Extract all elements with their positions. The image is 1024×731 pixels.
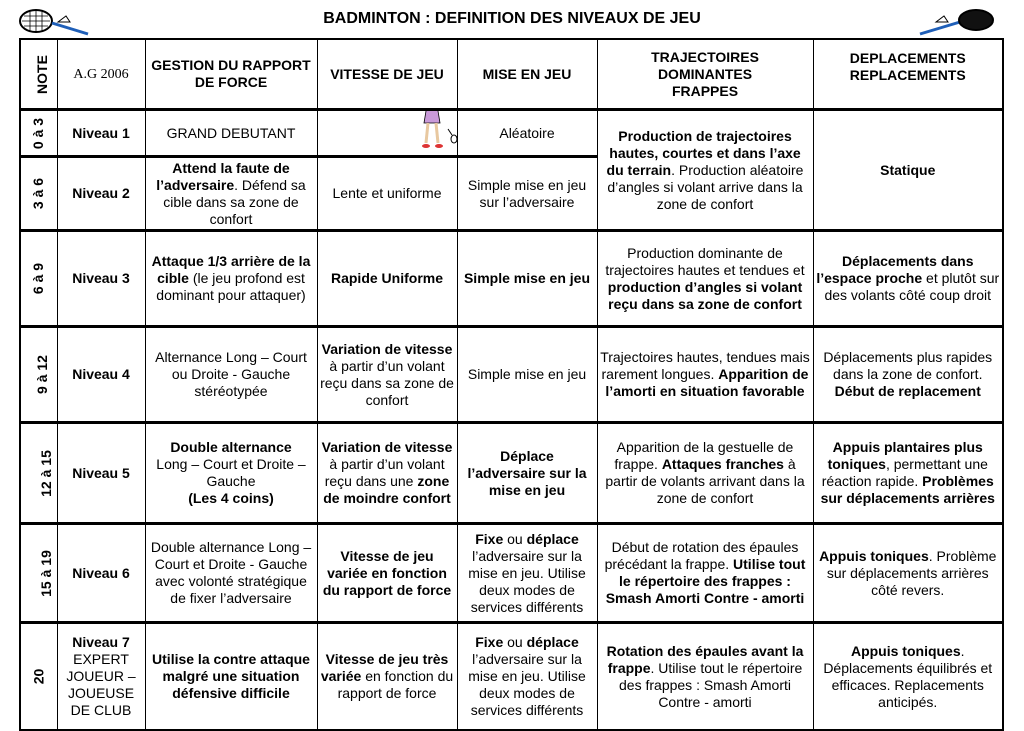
vitesse-cell: Variation de vitesse à partir d’un volant reçu dans une zone de moindre confort	[317, 423, 457, 524]
gestion-cell: Attaque 1/3 arrière de la cible (le jeu profond est dominant pour attaquer)	[145, 231, 317, 327]
mise-cell: Simple mise en jeu sur l’adversaire	[457, 157, 597, 231]
trajectoires-cell: Production dominante de trajectoires hautes et tendues et production d’angles si volant reçu dans sa zone de confort	[597, 231, 813, 327]
note-cell: 6 à 9	[20, 231, 57, 327]
level-cell: Niveau 3	[57, 231, 145, 327]
mise-cell: Déplace l’adversaire sur la mise en jeu	[457, 423, 597, 524]
trajectoires-cell: Production de trajectoires hautes, courtes et dans l’axe du terrain. Production aléatoire d’angles si volant arrive dans la zone de confort	[597, 110, 813, 231]
gestion-cell: GRAND DEBUTANT	[145, 110, 317, 157]
deplacements-cell: Appuis toniques. Déplacements équilibrés et efficaces. Replacements anticipés.	[813, 623, 1003, 731]
deplacements-cell: Statique	[813, 110, 1003, 231]
table-row	[20, 110, 1003, 157]
vitesse-header: VITESSE DE JEU	[317, 39, 457, 110]
note-cell: 12 à 15	[20, 423, 57, 524]
mise-cell: Fixe ou déplace l’adversaire sur la mise en jeu. Utilise deux modes de services différents	[457, 623, 597, 731]
level-cell: Niveau 2	[57, 157, 145, 231]
gestion-cell: Attend la faute de l’adversaire. Défend sa cible dans sa zone de confort	[145, 157, 317, 231]
table-row	[20, 524, 1003, 623]
gestion-cell: Alternance Long – Court ou Droite - Gauche stéréotypée	[145, 327, 317, 423]
mise-cell: Simple mise en jeu	[457, 327, 597, 423]
deplacements-cell: Déplacements dans l’espace proche et plutôt sur des volants côté coup droit	[813, 231, 1003, 327]
deplacements-cell: Déplacements plus rapides dans la zone de confort. Début de replacement	[813, 327, 1003, 423]
table-row	[20, 423, 1003, 524]
level-cell: Niveau 5	[57, 423, 145, 524]
gestion-cell: Double alternance Long – Court et Droite - Gauche avec volonté stratégique de fixer l’adversaire	[145, 524, 317, 623]
level-cell: Niveau 4	[57, 327, 145, 423]
deplacements-header: DEPLACEMENTS REPLACEMENTS	[813, 39, 1003, 110]
note-cell: 15 à 19	[20, 524, 57, 623]
trajectoires-cell: Rotation des épaules avant la frappe. Utilise tout le répertoire des frappes : Smash Amorti Contre - amorti	[597, 623, 813, 731]
deplacements-cell: Appuis toniques. Problème sur déplacements arrières côté revers.	[813, 524, 1003, 623]
vitesse-cell: Variation de vitesse à partir d’un volant reçu dans sa zone de confort	[317, 327, 457, 423]
note-cell: 0 à 3	[20, 110, 57, 157]
vitesse-cell: Vitesse de jeu variée en fonction du rapport de force	[317, 524, 457, 623]
table-header-row	[20, 39, 1003, 110]
note-header: NOTE	[20, 39, 57, 110]
trajectoires-cell: Trajectoires hautes, tendues mais rarement longues. Apparition de l’amorti en situation favorable	[597, 327, 813, 423]
mise-cell: Fixe ou déplace l’adversaire sur la mise en jeu. Utilise deux modes de services différents	[457, 524, 597, 623]
gestion-header: GESTION DU RAPPORT DE FORCE	[145, 39, 317, 110]
level-cell: Niveau 7 EXPERT JOUEUR – JOUEUSE DE CLUB	[57, 623, 145, 731]
page-title: BADMINTON : DEFINITION DES NIVEAUX DE JEU	[323, 10, 701, 27]
note-cell: 3 à 6	[20, 157, 57, 231]
gestion-cell: Double alternance Long – Court et Droite – Gauche (Les 4 coins)	[145, 423, 317, 524]
trajectoires-header: TRAJECTOIRES DOMINANTES FRAPPES	[597, 39, 813, 110]
note-cell: 9 à 12	[20, 327, 57, 423]
vitesse-cell: Vitesse de jeu très variée en fonction du rapport de force	[317, 623, 457, 731]
levels-table	[19, 38, 1004, 731]
level-cell: Niveau 1	[57, 110, 145, 157]
trajectoires-cell: Début de rotation des épaules précédant la frappe. Utilise tout le répertoire des frappes : Smash Amorti Contre - amorti	[597, 524, 813, 623]
table-row	[20, 231, 1003, 327]
gestion-cell: Utilise la contre attaque malgré une situation défensive difficile	[145, 623, 317, 731]
mise-header: MISE EN JEU	[457, 39, 597, 110]
table-row	[20, 327, 1003, 423]
mise-cell: Aléatoire	[457, 110, 597, 157]
vitesse-cell	[317, 110, 457, 157]
table-row	[20, 623, 1003, 731]
note-cell: 20	[20, 623, 57, 731]
mise-cell: Simple mise en jeu	[457, 231, 597, 327]
vitesse-cell: Lente et uniforme	[317, 157, 457, 231]
level-cell: Niveau 6	[57, 524, 145, 623]
author-cell: A.G 2006	[57, 39, 145, 110]
vitesse-cell: Rapide Uniforme	[317, 231, 457, 327]
trajectoires-cell: Apparition de la gestuelle de frappe. Attaques franches à partir de volants arrivant dans la zone de confort	[597, 423, 813, 524]
racket-shuttle-icon	[916, 8, 996, 40]
racket-shuttle-icon	[14, 4, 96, 38]
player-illustration	[414, 110, 458, 152]
deplacements-cell: Appuis plantaires plus toniques, permettant une réaction rapide. Problèmes sur déplacements arrières	[813, 423, 1003, 524]
